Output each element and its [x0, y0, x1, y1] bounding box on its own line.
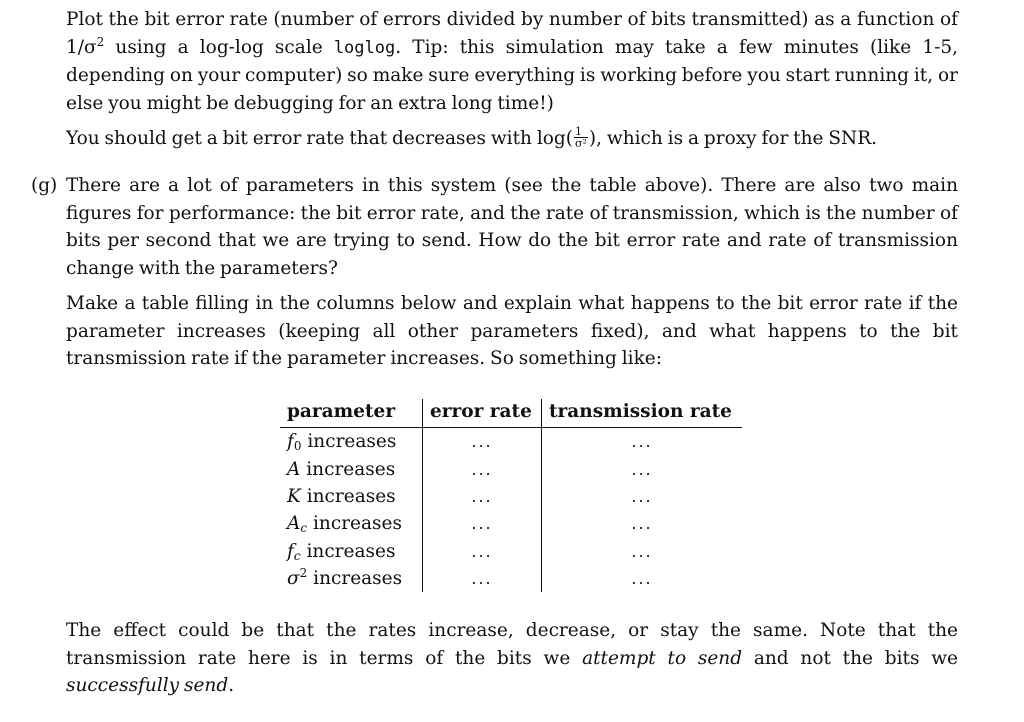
error-rate-cell: ...	[423, 455, 542, 482]
parameter-subscript: c	[293, 548, 301, 563]
item-g-label: (g)	[31, 175, 58, 196]
table-row	[280, 483, 742, 510]
transmission-rate-cell: ...	[631, 486, 653, 506]
parameter-symbol: σ	[287, 568, 300, 590]
closing-paragraph	[66, 617, 958, 700]
table-body	[280, 428, 742, 593]
parameter-symbol: f	[287, 540, 294, 562]
error-rate-cell: ...	[423, 565, 542, 592]
parameter-cell	[280, 510, 423, 537]
closing-emphasis-successfully: successfully send	[66, 675, 229, 696]
table-row	[280, 455, 742, 482]
parameter-cell	[280, 428, 423, 456]
parameter-cell	[280, 483, 423, 510]
parameter-table	[280, 399, 742, 592]
error-rate-cell: ...	[423, 510, 542, 537]
expectation-paragraph	[66, 125, 958, 153]
sigma-squared-exponent: 2	[96, 34, 105, 49]
item-g-paragraph: There are a lot of parameters in this system (see the table above). There are also two main figures for performance: the bit error rate, and the rate of transmission, which is the number of bits per second that we are trying to send. How do the bit error rate and rate of transmission change with the parameters?	[66, 175, 958, 279]
intro-text-2: using a log-log scale	[104, 36, 334, 58]
expectation-text-1: You should get a bit error rate that decreases with log(	[66, 128, 573, 149]
intro-text-1: Plot the bit error rate (number of errors divided by number of bits transmitted) as a function of 1/σ	[66, 9, 958, 58]
fraction-denominator: σ²	[574, 136, 587, 150]
error-rate-cell: ...	[423, 483, 542, 510]
parameter-cell	[280, 455, 423, 482]
increases-label: increases	[306, 485, 396, 507]
parameter-subscript: c	[300, 521, 308, 536]
error-rate-cell: ...	[423, 538, 542, 565]
transmission-rate-cell: ...	[631, 541, 653, 561]
table-row	[280, 538, 742, 565]
parameter-symbol: A	[287, 513, 301, 535]
parameter-symbol: K	[287, 485, 301, 507]
parameter-symbol: f	[287, 431, 294, 453]
closing-text-3: .	[228, 675, 235, 696]
table-row	[280, 510, 742, 537]
parameter-cell	[280, 538, 423, 565]
closing-emphasis-attempt: attempt to send	[582, 647, 743, 669]
transmission-rate-cell: ...	[631, 514, 653, 534]
parameter-subscript: 0	[293, 439, 302, 454]
increases-label: increases	[306, 458, 396, 480]
header-error-rate: error rate	[423, 399, 542, 428]
transmission-rate-cell: ...	[631, 459, 653, 479]
header-transmission-rate: transmission rate	[542, 399, 743, 428]
expectation-text-2: ), which is a proxy for the SNR.	[588, 128, 878, 149]
transmission-rate-cell: ...	[631, 432, 653, 452]
loglog-code: loglog	[333, 37, 396, 58]
increases-label: increases	[313, 568, 403, 590]
parameter-superscript: 2	[299, 566, 308, 581]
transmission-rate-cell: ...	[631, 569, 653, 589]
fraction-numerator: 1	[574, 126, 588, 138]
header-parameter: parameter	[280, 399, 423, 428]
table-header-row	[280, 399, 742, 428]
closing-text-2: and not the bits we	[742, 647, 959, 669]
instruction-paragraph: Make a table filling in the columns below and explain what happens to the bit error rate if the parameter increases (keeping all other parameters fixed), and what happens to the bit transmission rate if the parameter increases. So something like:	[66, 293, 958, 369]
parameter-symbol: A	[287, 458, 301, 480]
table-row	[280, 565, 742, 592]
increases-label: increases	[313, 513, 402, 535]
intro-text-3: . Tip: this simulation may take a few minutes (like 1-5, depending on your computer) so make sure everything is working before you start running it, or else you might be debugging for an extra long time!)	[66, 36, 958, 114]
parameter-cell	[280, 565, 423, 592]
increases-label: increases	[306, 540, 396, 562]
intro-paragraph	[66, 6, 958, 117]
one-over-sigma-squared-fraction	[574, 126, 588, 149]
closing-text-1: The effect could be that the rates increase, decrease, or stay the same. Note that the transmission rate here is in terms of the bits we	[66, 620, 958, 669]
increases-label: increases	[307, 431, 397, 453]
error-rate-cell: ...	[423, 428, 542, 456]
table-row	[280, 428, 742, 456]
